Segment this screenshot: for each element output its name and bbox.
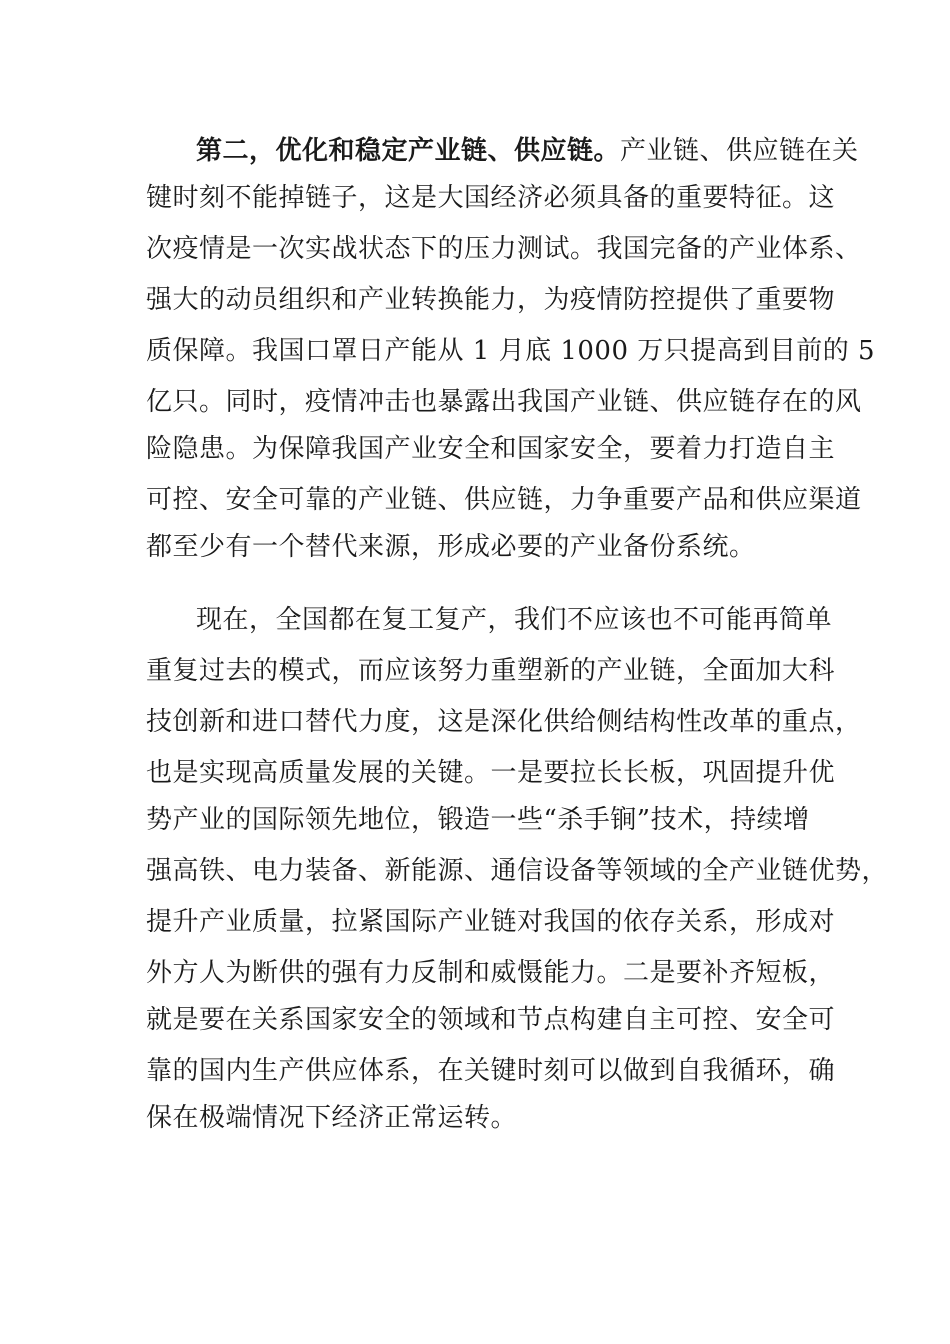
- paragraph-2-line-4: 也是实现高质量发展的关键。一是要拉长长板，巩固提升优: [146, 758, 836, 788]
- paragraph-1-line-5: 质保障。我国口罩日产能从 1 月底 1000 万只提高到目前的 5: [146, 336, 876, 366]
- paragraph-2-line-3: 技创新和进口替代力度，这是深化供给侧结构性改革的重点，: [146, 707, 862, 737]
- paragraph-1-line-3: 次疫情是一次实战状态下的压力测试。我国完备的产业体系、: [146, 234, 862, 264]
- paragraph-2-line-9: 就是要在关系国家安全的领域和节点构建自主可控、安全可: [146, 1005, 836, 1035]
- paragraph-1-line-6: 亿只。同时，疫情冲击也暴露出我国产业链、供应链存在的风: [146, 387, 862, 417]
- paragraph-2-line-7: 提升产业质量，拉紧国际产业链对我国的依存关系，形成对: [146, 907, 836, 937]
- paragraph-2-line-11: 保在极端情况下经济正常运转。: [146, 1103, 518, 1133]
- paragraph-1-line-8: 可控、安全可靠的产业链、供应链，力争重要产品和供应渠道: [146, 485, 862, 515]
- paragraph-1-line-9: 都至少有一个替代来源，形成必要的产业备份系统。: [146, 532, 756, 562]
- paragraph-2-line-2: 重复过去的模式，而应该努力重塑新的产业链，全面加大科: [146, 656, 836, 686]
- paragraph-1-heading: 第二，优化和稳定产业链、供应链。: [196, 136, 621, 166]
- paragraph-2-line-1: 现在，全国都在复工复产，我们不应该也不可能再简单: [196, 605, 833, 635]
- paragraph-1-line-1-text: 产业链、供应链在关: [620, 136, 859, 166]
- paragraph-2-line-10: 靠的国内生产供应体系，在关键时刻可以做到自我循环，确: [146, 1056, 836, 1086]
- paragraph-1-line-2: 键时刻不能掉链子，这是大国经济必须具备的重要特征。这: [146, 183, 836, 213]
- paragraph-1-line-4: 强大的动员组织和产业转换能力，为疫情防控提供了重要物: [146, 285, 836, 315]
- paragraph-1-line-7: 险隐患。为保障我国产业安全和国家安全，要着力打造自主: [146, 434, 836, 464]
- paragraph-2-line-5: 势产业的国际领先地位，锻造一些“杀手锏”技术，持续增: [146, 805, 810, 835]
- paragraph-2-line-6: 强高铁、电力装备、新能源、通信设备等领域的全产业链优势，: [146, 856, 889, 886]
- paragraph-1-line-1: [196, 136, 859, 166]
- paragraph-2-line-8: 外方人为断供的强有力反制和威慑能力。二是要补齐短板，: [146, 958, 836, 988]
